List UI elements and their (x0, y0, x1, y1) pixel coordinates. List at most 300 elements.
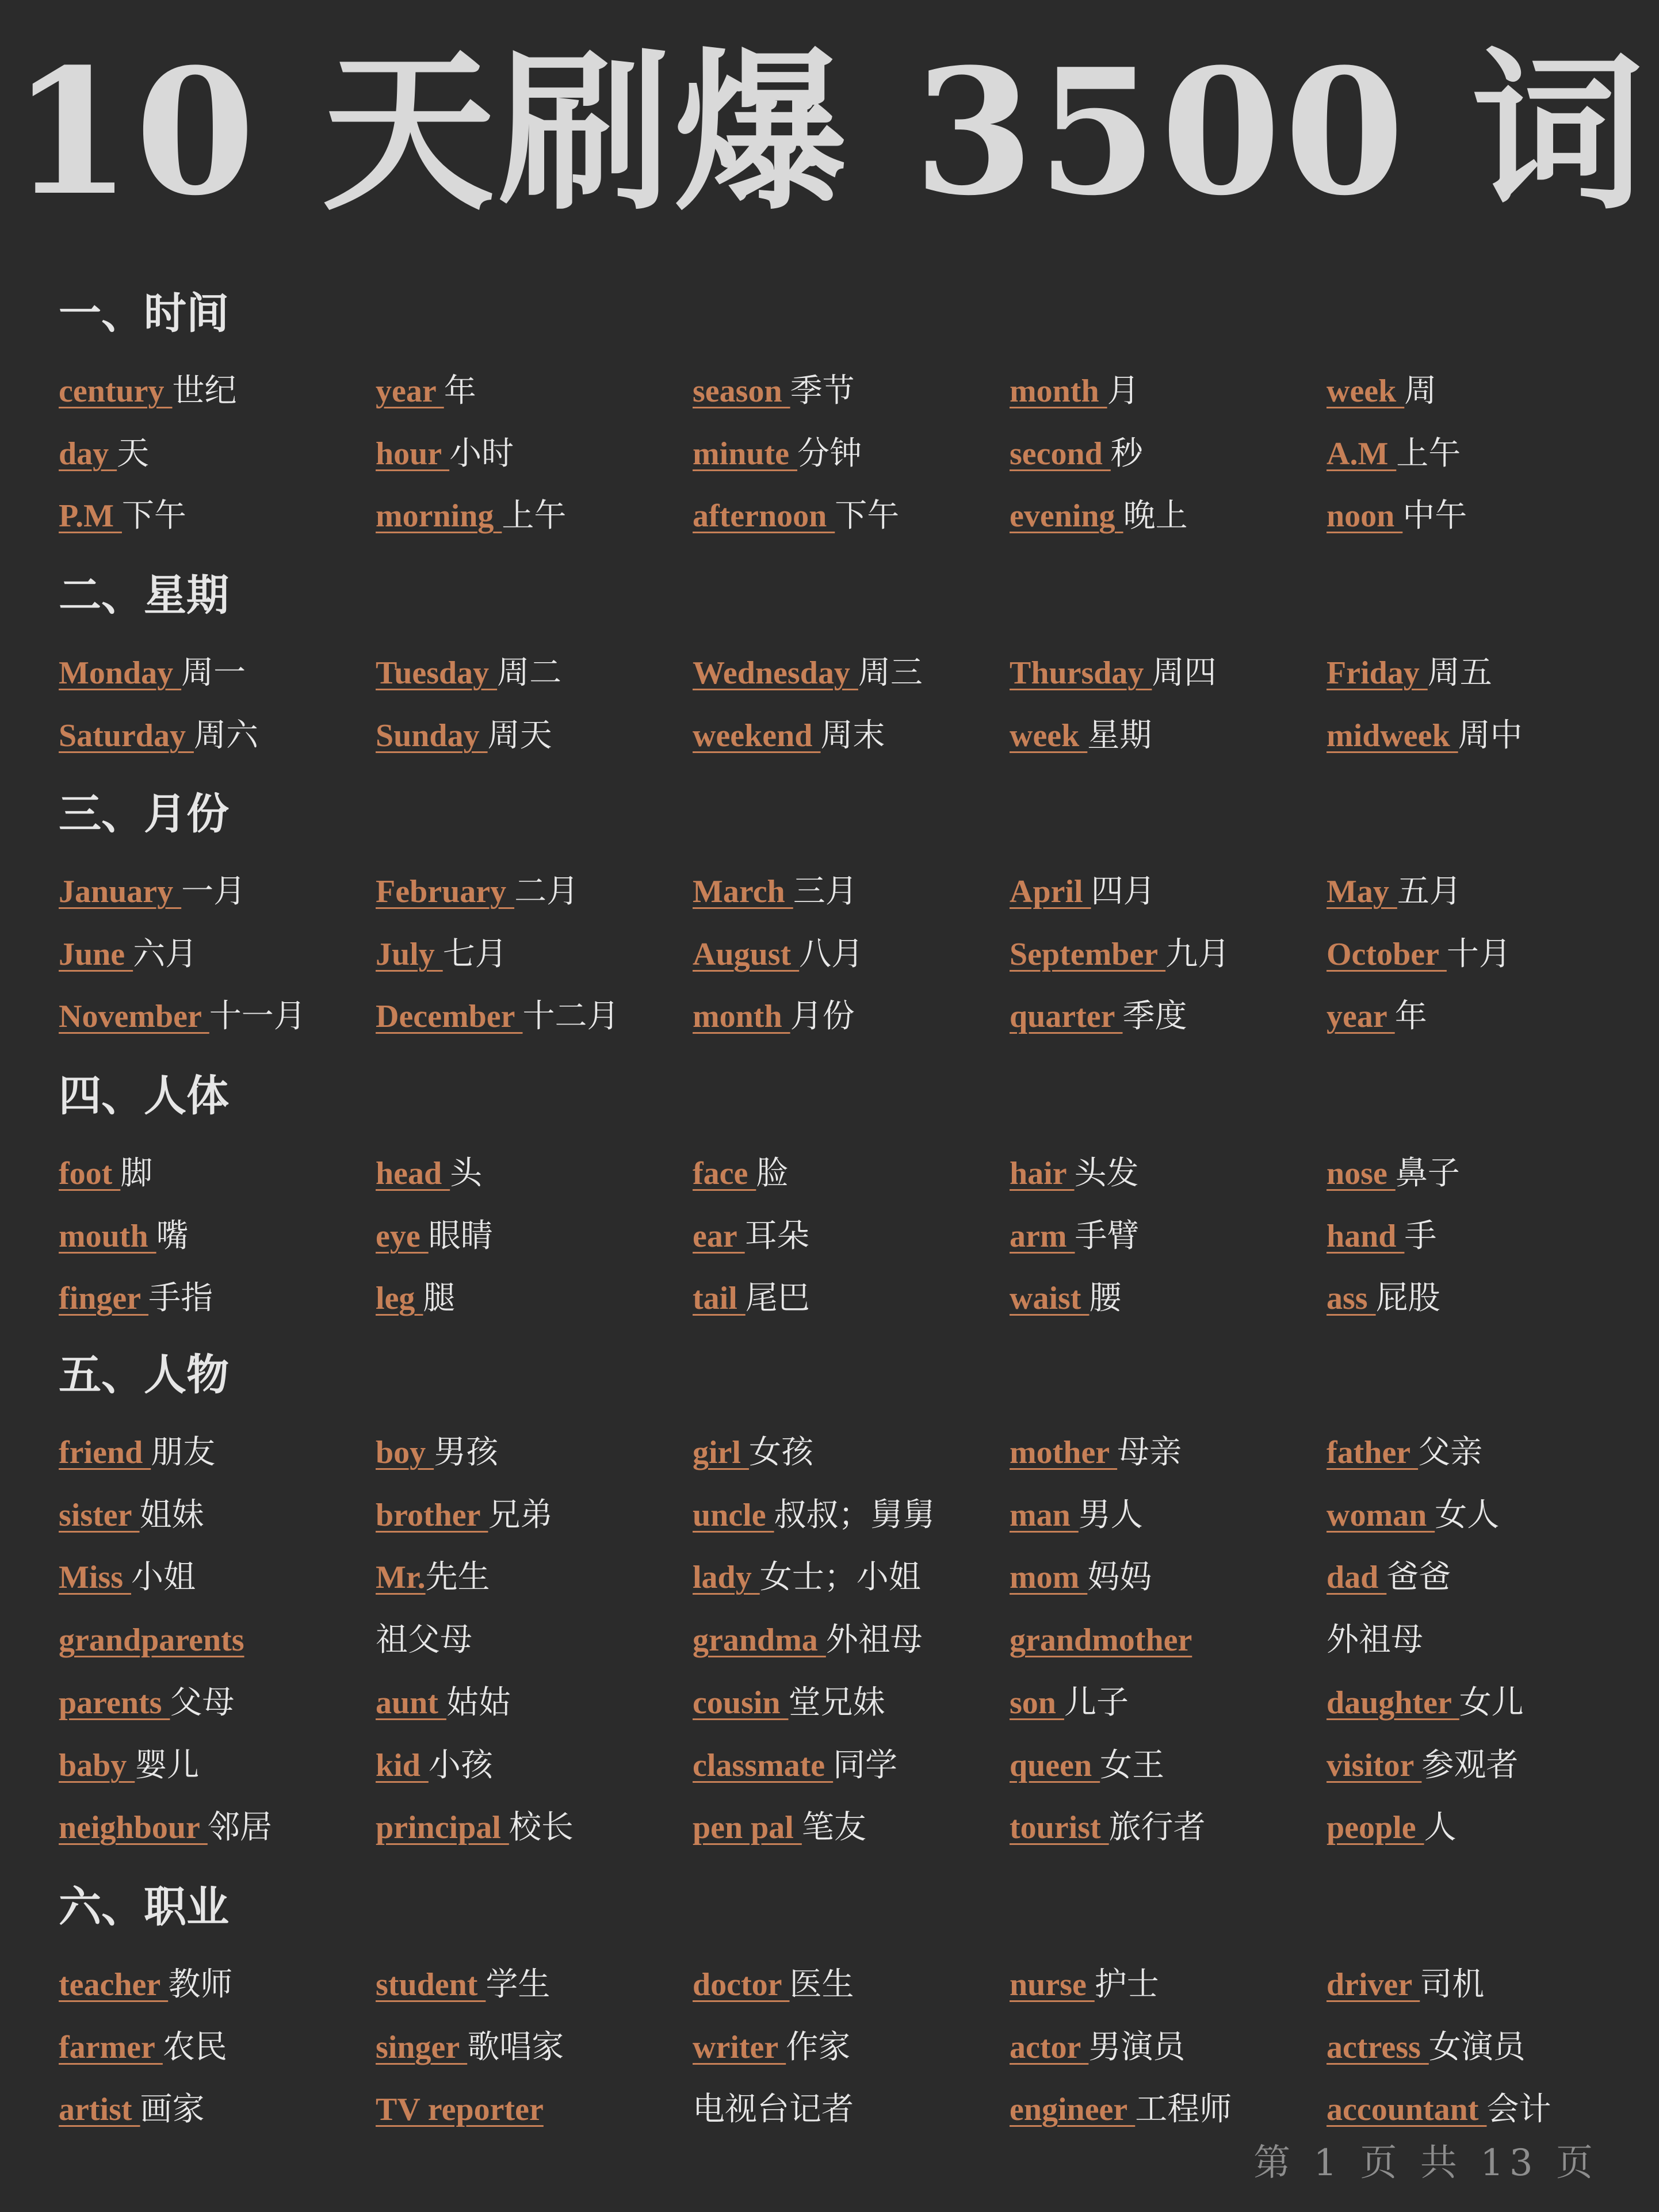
vocab-row (0, 493, 1659, 539)
english-word-link[interactable]: ass (1327, 1281, 1376, 1316)
vocab-entry (693, 1743, 897, 1789)
chinese-meaning: 姑姑 (446, 1684, 511, 1721)
vocab-entry (59, 2087, 205, 2133)
english-word-link[interactable]: actor (1010, 2030, 1089, 2065)
chinese-meaning: 分钟 (797, 435, 862, 472)
vocab-entry (59, 431, 149, 477)
vocab-entry (376, 368, 476, 414)
vocab-row (0, 1680, 1659, 1726)
chinese-meaning: 天 (117, 435, 150, 472)
vocab-entry (376, 1275, 455, 1321)
chinese-meaning: 旅行者 (1108, 1809, 1206, 1846)
english-word-link[interactable]: weekend (693, 718, 821, 754)
chinese-meaning: 十一月 (209, 998, 306, 1035)
vocab-entry (59, 493, 186, 539)
vocab-entry (693, 431, 862, 477)
vocab-entry (59, 1743, 199, 1789)
english-word-link[interactable]: woman (1327, 1497, 1435, 1533)
chinese-meaning: 男人 (1078, 1496, 1143, 1534)
vocab-entry (1327, 1805, 1457, 1851)
english-word-link[interactable]: morning (376, 498, 502, 534)
vocab-entry (376, 931, 507, 977)
chinese-meaning: 三月 (793, 873, 858, 910)
vocab-entry (1010, 1275, 1121, 1321)
chinese-meaning: 下午 (121, 497, 186, 534)
vocab-entry (693, 1151, 788, 1197)
english-word-link[interactable]: Tuesday (376, 655, 498, 691)
chinese-meaning: 脚 (120, 1155, 153, 1192)
english-word-link[interactable]: sister (59, 1497, 140, 1533)
english-word-link[interactable]: February (376, 874, 515, 910)
english-word-link[interactable]: March (693, 874, 793, 910)
chinese-meaning: 女人 (1435, 1496, 1500, 1534)
vocab-row (0, 1430, 1659, 1476)
english-word-link[interactable]: Mr. (376, 1560, 426, 1595)
chinese-meaning: 教师 (168, 1966, 233, 2003)
chinese-meaning: 星期 (1087, 717, 1152, 754)
english-word-link[interactable]: finger (59, 1281, 149, 1316)
vocab-entry (693, 1617, 923, 1663)
english-word-link[interactable]: year (376, 373, 444, 409)
english-word-link[interactable]: dad (1327, 1560, 1387, 1595)
english-word-link[interactable]: season (693, 373, 790, 409)
english-word-link[interactable]: mom (1010, 1560, 1088, 1595)
chinese-meaning: 周五 (1427, 654, 1492, 692)
section-heading: 二、星期 (59, 571, 229, 620)
vocab-entry (693, 713, 885, 759)
vocab-entry (1010, 431, 1143, 477)
vocab-entry (693, 1213, 809, 1259)
chinese-meaning: 脸 (756, 1155, 789, 1192)
chinese-meaning: 同学 (833, 1747, 898, 1784)
chinese-meaning: 电视台记者 (693, 2091, 854, 2128)
vocab-entry (1327, 1213, 1436, 1259)
chinese-meaning: 父母 (170, 1684, 235, 1721)
vocab-entry (376, 1680, 511, 1726)
english-word-link[interactable]: April (1010, 874, 1091, 910)
vocab-entry (1327, 368, 1436, 414)
vocab-entry (1327, 1275, 1440, 1321)
vocab-entry (376, 1151, 482, 1197)
english-word-link[interactable]: midweek (1327, 718, 1458, 754)
vocab-entry (376, 869, 579, 915)
chinese-meaning: 女王 (1100, 1747, 1165, 1784)
english-word-link[interactable]: visitor (1327, 1748, 1422, 1783)
vocab-entry (1010, 493, 1188, 539)
vocab-entry (1010, 1430, 1182, 1476)
english-word-link[interactable]: daughter (1327, 1685, 1459, 1721)
chinese-meaning: 屁股 (1375, 1279, 1440, 1317)
english-word-link[interactable]: evening (1010, 498, 1123, 534)
chinese-meaning: 外祖母 (1327, 1621, 1423, 1659)
english-word-link[interactable]: cousin (693, 1685, 789, 1721)
english-word-link[interactable]: queen (1010, 1748, 1100, 1783)
english-word-link[interactable]: neighbour (59, 1810, 208, 1846)
vocab-entry (1010, 1554, 1152, 1600)
chinese-meaning: 鼻子 (1395, 1155, 1460, 1192)
english-word-link[interactable]: father (1327, 1435, 1419, 1470)
chinese-meaning: 手指 (148, 1279, 213, 1317)
vocab-entry (59, 1554, 196, 1600)
vocab-entry (376, 713, 552, 759)
english-word-link[interactable]: November (59, 999, 209, 1034)
vocab-entry (693, 931, 863, 977)
vocab-row (0, 1554, 1659, 1600)
english-word-link[interactable]: girl (693, 1435, 749, 1470)
chinese-meaning: 小孩 (428, 1747, 493, 1784)
english-word-link[interactable]: Saturday (59, 718, 194, 754)
chinese-meaning: 四月 (1091, 873, 1156, 910)
chinese-meaning: 叔叔；舅舅 (774, 1496, 935, 1534)
vocab-entry (693, 994, 855, 1040)
vocab-entry (1010, 994, 1187, 1040)
english-word-link[interactable]: leg (376, 1281, 423, 1316)
chinese-meaning: 尾巴 (745, 1279, 810, 1317)
english-word-link[interactable]: eye (376, 1218, 429, 1254)
english-word-link[interactable]: waist (1010, 1281, 1090, 1316)
vocab-entry (693, 1492, 935, 1538)
english-word-link[interactable]: quarter (1010, 999, 1123, 1034)
chinese-meaning: 十二月 (522, 998, 620, 1035)
vocab-row (0, 650, 1659, 696)
english-word-link[interactable]: man (1010, 1497, 1079, 1533)
page-title: 10 天刷爆 3500 词 (12, 30, 1647, 234)
english-word-link[interactable]: pen pal (693, 1810, 802, 1846)
chinese-meaning: 头发 (1074, 1155, 1139, 1192)
vocab-row (0, 1213, 1659, 1259)
english-word-link[interactable]: parents (59, 1685, 170, 1721)
chinese-meaning: 男孩 (434, 1434, 499, 1471)
english-word-link[interactable]: artist (59, 2092, 140, 2127)
chinese-meaning: 二月 (514, 873, 579, 910)
vocab-entry (1010, 1617, 1192, 1663)
vocab-row (0, 1151, 1659, 1197)
english-word-link[interactable]: singer (376, 2030, 468, 2065)
vocab-entry (1327, 1617, 1423, 1663)
vocab-entry (693, 1275, 810, 1321)
chinese-meaning: 女演员 (1428, 2028, 1526, 2066)
vocab-entry (59, 1275, 213, 1321)
english-word-link[interactable]: September (1010, 937, 1166, 972)
vocab-entry (59, 713, 258, 759)
english-word-link[interactable]: classmate (693, 1748, 834, 1783)
chinese-meaning: 邻居 (207, 1809, 272, 1846)
vocab-entry (59, 1680, 234, 1726)
chinese-meaning: 耳朵 (744, 1217, 809, 1255)
vocab-entry (376, 1805, 574, 1851)
page-number: 第 1 页 共 13 页 (1253, 2142, 1599, 2184)
english-word-link[interactable]: actress (1327, 2030, 1429, 2065)
vocab-row (0, 1275, 1659, 1321)
chinese-meaning: 五月 (1397, 873, 1462, 910)
english-word-link[interactable]: TV reporter (376, 2092, 544, 2127)
vocab-entry (1010, 1680, 1129, 1726)
vocab-entry (376, 2024, 564, 2070)
vocab-entry (1010, 1213, 1140, 1259)
chinese-meaning: 参观者 (1421, 1747, 1519, 1784)
vocab-entry (376, 2087, 544, 2133)
vocab-row (0, 1962, 1659, 2008)
chinese-meaning: 晚上 (1123, 497, 1188, 534)
english-word-link[interactable]: afternoon (693, 498, 835, 534)
vocab-entry (376, 1430, 498, 1476)
english-word-link[interactable]: Wednesday (693, 655, 858, 691)
chinese-meaning: 护士 (1094, 1966, 1159, 2003)
section-heading: 三、月份 (59, 789, 229, 839)
chinese-meaning: 祖父母 (376, 1621, 472, 1659)
chinese-meaning: 七月 (442, 935, 507, 973)
english-word-link[interactable]: engineer (1010, 2092, 1136, 2127)
vocab-entry (1010, 1805, 1206, 1851)
english-word-link[interactable]: uncle (693, 1497, 774, 1533)
chinese-meaning: 医生 (789, 1966, 854, 2003)
vocab-row (0, 931, 1659, 977)
vocab-entry (1327, 2024, 1526, 2070)
english-word-link[interactable]: foot (59, 1156, 121, 1191)
chinese-meaning: 六月 (133, 935, 198, 973)
vocab-entry (1327, 431, 1461, 477)
vocab-entry (693, 1680, 885, 1726)
vocab-entry (1010, 1492, 1143, 1538)
vocab-entry (1327, 1680, 1524, 1726)
vocab-entry (59, 931, 197, 977)
vocab-row (0, 1617, 1659, 1663)
vocab-row (0, 713, 1659, 759)
english-word-link[interactable]: day (59, 436, 117, 472)
vocab-entry (1010, 713, 1152, 759)
chinese-meaning: 月份 (790, 998, 855, 1035)
chinese-meaning: 腿 (423, 1279, 456, 1317)
english-word-link[interactable]: month (693, 999, 790, 1034)
vocab-entry (1327, 869, 1462, 915)
vocab-entry (1327, 1492, 1499, 1538)
chinese-meaning: 周末 (820, 717, 885, 754)
vocab-entry (1010, 2024, 1185, 2070)
section-heading: 一、时间 (59, 289, 229, 338)
chinese-meaning: 周六 (193, 717, 258, 754)
vocab-entry (376, 1213, 493, 1259)
english-word-link[interactable]: mother (1010, 1435, 1118, 1470)
chinese-meaning: 司机 (1420, 1966, 1485, 2003)
chinese-meaning: 一月 (181, 873, 246, 910)
english-word-link[interactable]: hour (376, 436, 450, 472)
english-word-link[interactable]: grandparents (59, 1622, 244, 1658)
english-word-link[interactable]: Miss (59, 1560, 131, 1595)
english-word-link[interactable]: brother (376, 1497, 488, 1533)
english-word-link[interactable]: arm (1010, 1218, 1075, 1254)
vocab-entry (1010, 869, 1156, 915)
english-word-link[interactable]: January (59, 874, 182, 910)
vocab-row (0, 994, 1659, 1040)
english-word-link[interactable]: principal (376, 1810, 509, 1846)
chinese-meaning: 年 (1394, 998, 1427, 1035)
vocab-entry (59, 368, 237, 414)
english-word-link[interactable]: December (376, 999, 523, 1034)
chinese-meaning: 儿子 (1064, 1684, 1129, 1721)
chinese-meaning: 嘴 (156, 1217, 189, 1255)
english-word-link[interactable]: minute (693, 436, 797, 472)
english-word-link[interactable]: Sunday (376, 718, 488, 754)
vocab-entry (1010, 368, 1140, 414)
english-word-link[interactable]: kid (376, 1748, 429, 1783)
chinese-meaning: 父亲 (1418, 1434, 1483, 1471)
english-word-link[interactable]: people (1327, 1810, 1424, 1846)
english-word-link[interactable]: June (59, 937, 133, 972)
vocab-entry (1327, 1743, 1518, 1789)
vocab-entry (693, 650, 923, 696)
english-word-link[interactable]: student (376, 1967, 486, 2003)
english-word-link[interactable]: year (1327, 999, 1395, 1034)
vocab-entry (1010, 1743, 1164, 1789)
english-word-link[interactable]: week (1327, 373, 1405, 409)
vocab-entry (1327, 1962, 1484, 2008)
english-word-link[interactable]: lady (693, 1560, 760, 1595)
chinese-meaning: 世纪 (172, 372, 237, 410)
vocab-entry (376, 1492, 552, 1538)
vocab-entry (693, 1962, 854, 2008)
english-word-link[interactable]: Thursday (1010, 655, 1152, 691)
vocab-entry (693, 2024, 850, 2070)
chinese-meaning: 先生 (425, 1558, 490, 1596)
chinese-meaning: 周中 (1458, 717, 1523, 754)
chinese-meaning: 上午 (502, 497, 567, 534)
vocab-entry (1327, 931, 1511, 977)
english-word-link[interactable]: teacher (59, 1967, 169, 2003)
vocab-entry (1327, 994, 1427, 1040)
vocab-entry (1010, 1151, 1139, 1197)
chinese-meaning: 笔友 (801, 1809, 866, 1846)
english-word-link[interactable]: week (1010, 718, 1088, 754)
english-word-link[interactable]: aunt (376, 1685, 446, 1721)
english-word-link[interactable]: Monday (59, 655, 182, 691)
vocab-entry (1327, 493, 1467, 539)
vocab-entry (1327, 713, 1523, 759)
english-word-link[interactable]: P.M (59, 498, 122, 534)
english-word-link[interactable]: Friday (1327, 655, 1428, 691)
english-word-link[interactable]: farmer (59, 2030, 163, 2065)
vocab-entry (1010, 1962, 1159, 2008)
english-word-link[interactable]: tail (693, 1281, 746, 1316)
vocab-row (0, 1743, 1659, 1789)
vocab-entry (59, 869, 246, 915)
section-heading: 五、人物 (59, 1350, 229, 1400)
english-word-link[interactable]: hand (1327, 1218, 1405, 1254)
chinese-meaning: 下午 (835, 497, 900, 534)
vocab-entry (693, 368, 855, 414)
chinese-meaning: 周四 (1152, 654, 1217, 692)
vocab-entry (376, 1743, 493, 1789)
english-word-link[interactable]: friend (59, 1435, 151, 1470)
chinese-meaning: 中午 (1402, 497, 1467, 534)
english-word-link[interactable]: century (59, 373, 173, 409)
english-word-link[interactable]: accountant (1327, 2092, 1487, 2127)
english-word-link[interactable]: August (693, 937, 800, 972)
vocab-row (0, 2024, 1659, 2070)
vocab-entry (59, 1213, 189, 1259)
chinese-meaning: 头 (450, 1155, 483, 1192)
english-word-link[interactable]: nose (1327, 1156, 1396, 1191)
english-word-link[interactable]: nurse (1010, 1967, 1095, 2003)
chinese-meaning: 会计 (1486, 2091, 1551, 2128)
chinese-meaning: 婴儿 (135, 1747, 200, 1784)
english-word-link[interactable]: mouth (59, 1218, 156, 1254)
english-word-link[interactable]: head (376, 1156, 450, 1191)
english-word-link[interactable]: A.M (1327, 436, 1397, 472)
section-heading: 六、职业 (59, 1882, 229, 1932)
chinese-meaning: 人 (1424, 1809, 1457, 1846)
vocab-row (0, 1805, 1659, 1851)
vocab-entry (59, 2024, 227, 2070)
english-word-link[interactable]: month (1010, 373, 1107, 409)
english-word-link[interactable]: writer (693, 2030, 786, 2065)
english-word-link[interactable]: ear (693, 1218, 745, 1254)
vocab-entry (59, 1617, 244, 1663)
english-word-link[interactable]: doctor (693, 1967, 790, 2003)
chinese-meaning: 妈妈 (1087, 1558, 1152, 1596)
vocab-entry (376, 994, 620, 1040)
english-word-link[interactable]: son (1010, 1685, 1064, 1721)
chinese-meaning: 上午 (1396, 435, 1461, 472)
chinese-meaning: 农民 (162, 2028, 227, 2066)
english-word-link[interactable]: hair (1010, 1156, 1075, 1191)
vocab-entry (693, 869, 858, 915)
chinese-meaning: 小姐 (131, 1558, 196, 1596)
english-word-link[interactable]: May (1327, 874, 1397, 910)
vocab-entry (59, 1151, 152, 1197)
vocab-row (0, 368, 1659, 414)
english-word-link[interactable]: driver (1327, 1967, 1420, 2003)
vocab-entry (376, 493, 566, 539)
chinese-meaning: 周天 (487, 717, 552, 754)
vocab-entry (693, 1430, 813, 1476)
vocab-entry (59, 1805, 272, 1851)
english-word-link[interactable]: baby (59, 1748, 135, 1783)
vocab-row (0, 431, 1659, 477)
vocab-entry (1327, 650, 1492, 696)
chinese-meaning: 校长 (509, 1809, 574, 1846)
vocab-entry (1327, 1554, 1451, 1600)
chinese-meaning: 季节 (790, 372, 855, 410)
vocab-entry (376, 431, 514, 477)
english-word-link[interactable]: October (1327, 937, 1447, 972)
english-word-link[interactable]: noon (1327, 498, 1403, 534)
chinese-meaning: 手 (1404, 1217, 1437, 1255)
chinese-meaning: 年 (444, 372, 476, 410)
chinese-meaning: 工程师 (1135, 2091, 1232, 2128)
vocab-entry (59, 1492, 204, 1538)
chinese-meaning: 八月 (799, 935, 864, 973)
chinese-meaning: 兄弟 (488, 1496, 553, 1534)
vocab-entry (376, 650, 561, 696)
english-word-link[interactable]: second (1010, 436, 1111, 472)
english-word-link[interactable]: boy (376, 1435, 434, 1470)
vocab-entry (693, 2087, 854, 2133)
vocab-row (0, 1492, 1659, 1538)
english-word-link[interactable]: July (376, 937, 443, 972)
english-word-link[interactable]: face (693, 1156, 756, 1191)
vocab-entry (1327, 2087, 1551, 2133)
chinese-meaning: 小时 (449, 435, 514, 472)
english-word-link[interactable]: grandmother (1010, 1622, 1192, 1658)
vocab-entry (59, 1430, 215, 1476)
english-word-link[interactable]: tourist (1010, 1810, 1109, 1846)
vocab-entry (1327, 1151, 1460, 1197)
chinese-meaning: 作家 (786, 2028, 851, 2066)
chinese-meaning: 腰 (1089, 1279, 1122, 1317)
english-word-link[interactable]: grandma (693, 1622, 826, 1658)
chinese-meaning: 秒 (1110, 435, 1143, 472)
chinese-meaning: 学生 (486, 1966, 551, 2003)
